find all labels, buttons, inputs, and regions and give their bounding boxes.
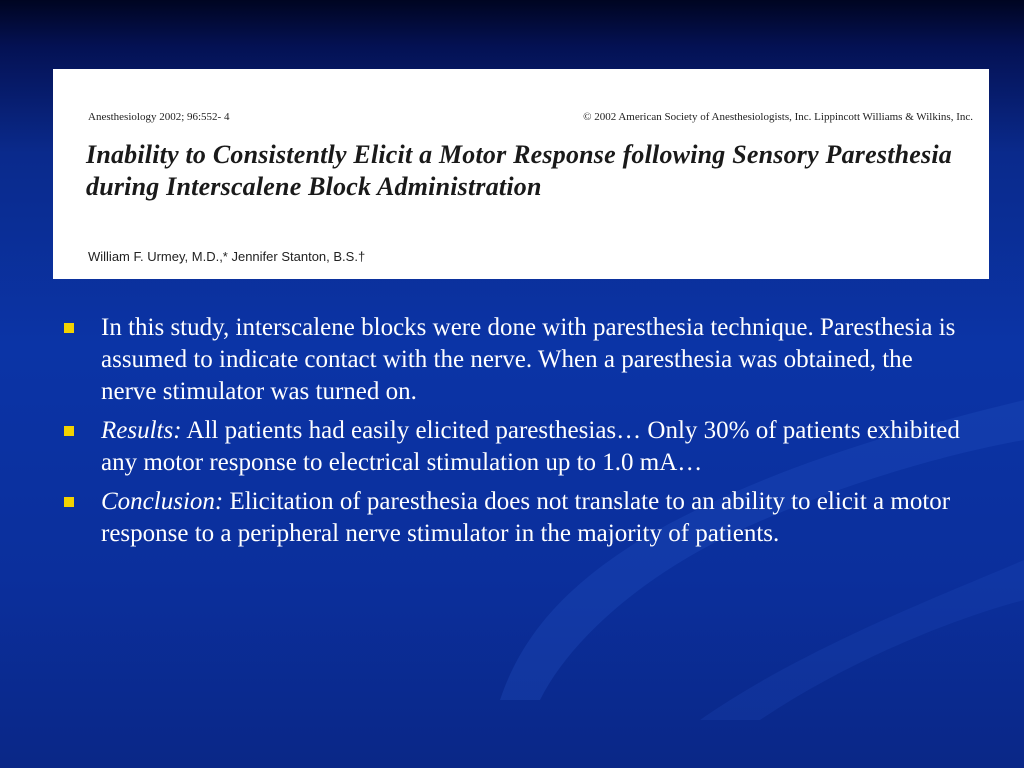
bullet-text: All patients had easily elicited paresthesias… Only 30% of patients exhibited any motor response to electrical stimulation up to 1.0 mA… <box>101 417 960 476</box>
bullet-list <box>62 312 962 557</box>
bullet-item-results <box>62 415 962 479</box>
bullet-text: Elicitation of paresthesia does not translate to an ability to elicit a motor response to a peripheral nerve stimulator in the majority of patients. <box>101 488 951 547</box>
bullet-item-conclusion <box>62 486 962 550</box>
article-title: Inability to Consistently Elicit a Motor Response following Sensory Paresthesia during Interscalene Block Administration <box>86 140 952 201</box>
copyright-text: © 2002 American Society of Anesthesiologists, Inc. Lippincott Williams & Wilkins, Inc. <box>583 111 973 123</box>
bullet-item-study <box>62 312 962 408</box>
citation-text: Anesthesiology 2002; 96:552- 4 <box>88 111 230 123</box>
article-clipping <box>53 69 989 279</box>
article-authors: William F. Urmey, M.D.,* Jennifer Stanton, B.S.† <box>88 249 366 264</box>
conclusion-label: Conclusion: <box>101 488 224 515</box>
square-bullet-icon <box>64 497 74 507</box>
results-label: Results: <box>101 417 182 444</box>
square-bullet-icon <box>64 323 74 333</box>
bullet-text: In this study, interscalene blocks were done with paresthesia technique. Paresthesia is assumed to indicate contact with the nerve. When a paresthesia was obtained, the nerve stimulator was turned on. <box>101 314 956 405</box>
square-bullet-icon <box>64 426 74 436</box>
